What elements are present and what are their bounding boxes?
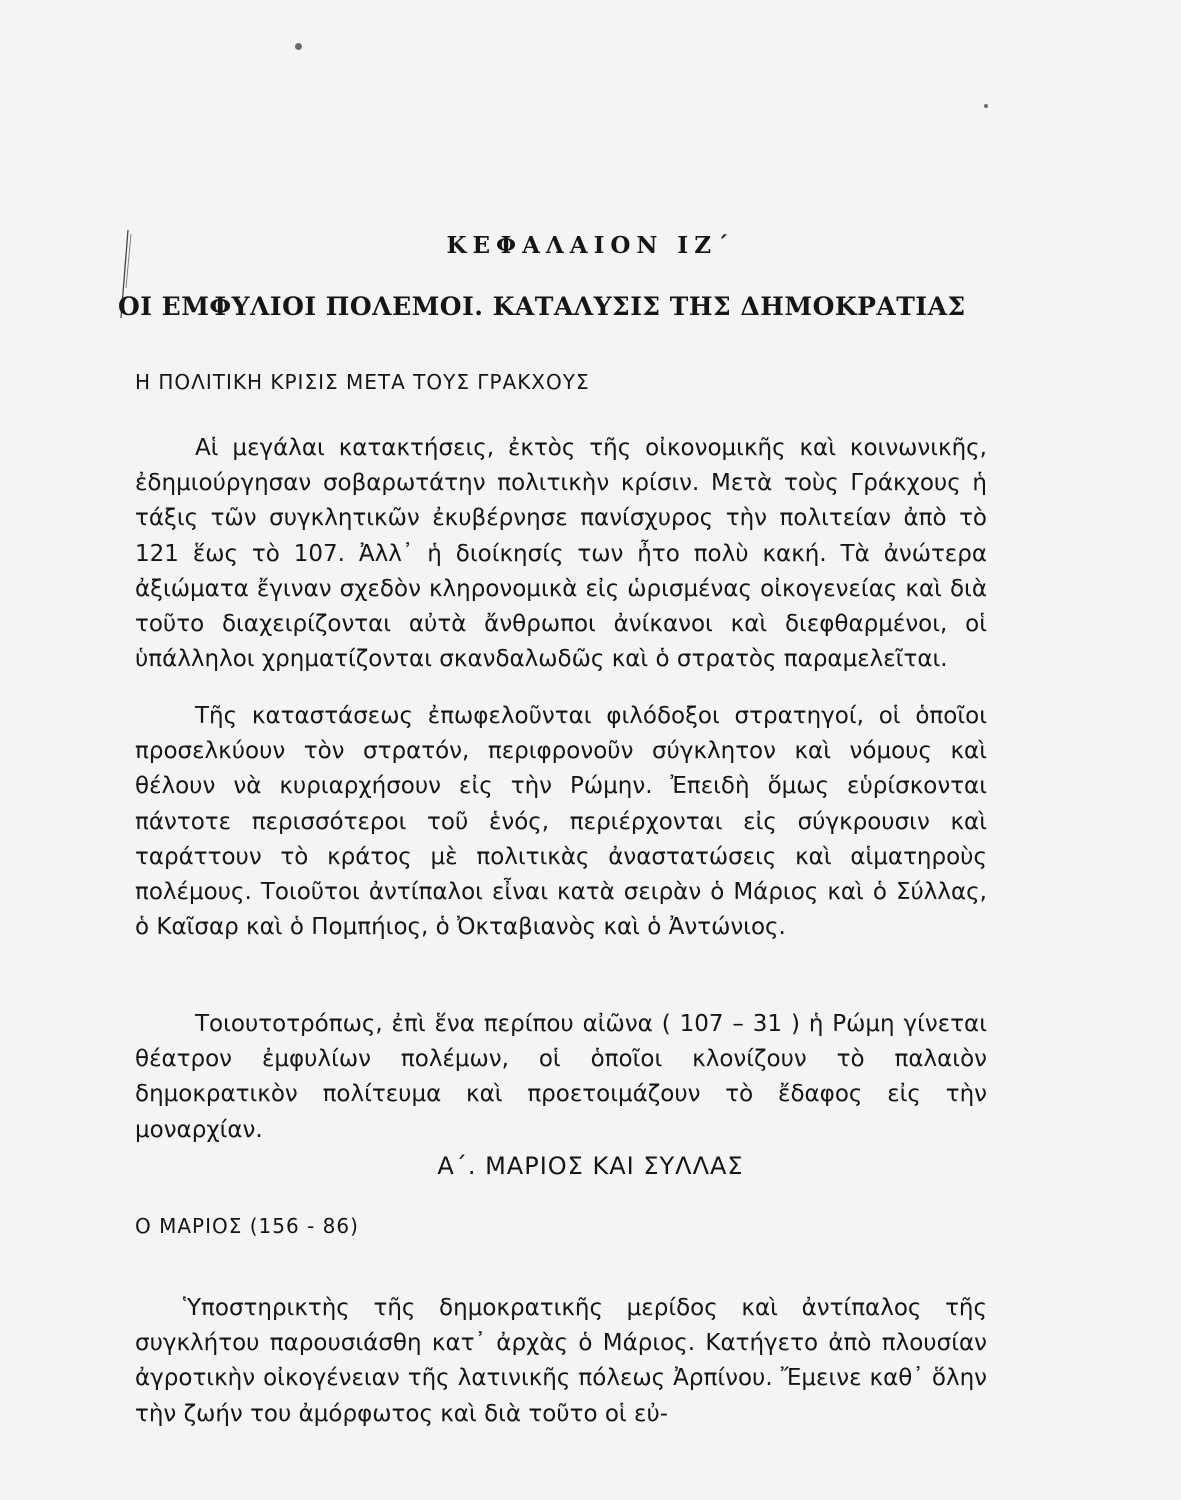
paragraph: Τῆς καταστάσεως ἐπωφελοῦνται φιλόδοξοι στρατηγοί, οἱ ὁποῖοι προσελκύουν τὸν στρατόν, περιφρονοῦν σύγκλητον καὶ νόμους καὶ θέλουν νὰ κυριαρχήσουν εἰς τὴν Ρώμην. Ἐπειδὴ ὅμως εὑρίσκονται πάντοτε περισσότεροι τοῦ ἑνός, περιέρχονται εἰς σύγκρουσιν καὶ ταράττουν τὸ κράτος μὲ πολιτικὰς ἀναστατώσεις καὶ αἱματηροὺς πολέμους. Τοιοῦτοι ἀντίπαλοι εἶναι κατὰ σειρὰν ὁ Μάριος καὶ ὁ Σύλλας, ὁ Καῖσαρ καὶ ὁ Πομπήιος, ὁ Ὀκταβιανὸς καὶ ὁ Ἀντώνιος. (135, 703, 987, 941)
scan-dot (295, 43, 302, 50)
section-heading: Η ΠΟΛΙΤΙΚΗ ΚΡΙΣΙΣ ΜΕΤΑ ΤΟΥΣ ΓΡΑΚΧΟΥΣ (135, 370, 590, 394)
chapter-title: ΟΙ ΕΜΦΥΛΙΟΙ ΠΟΛΕΜΟΙ. ΚΑΤΑΛΥΣΙΣ ΤΗΣ ΔΗΜΟΚΡΑΤΙΑΣ (118, 292, 966, 321)
subsection-subheading: Ο ΜΑΡΙΟΣ (156 - 86) (135, 1214, 359, 1238)
scan-dot (984, 104, 988, 108)
chapter-label: ΚΕΦΑΛΑΙΟΝ ΙΖ΄ (446, 232, 735, 259)
paragraph: Ὑποστηρικτὴς τῆς δημοκρατικῆς μερίδος καὶ ἀντίπαλος τῆς συγκλήτου παρουσιάσθη κατ᾽ ἀρχὰς ὁ Μάριος. Κατήγετο ἀπὸ πλουσίαν ἀγροτικὴν οἰκογένειαν τῆς λατινικῆς πόλεως Ἀρπίνου. Ἔμεινε καθ᾽ ὅλην τὴν ζωήν του ἀμόρφωτος καὶ διὰ τοῦτο οἱ εὐ- (135, 1295, 987, 1427)
paragraph: Αἱ μεγάλαι κατακτήσεις, ἐκτὸς τῆς οἰκονομικῆς καὶ κοινωνικῆς, ἐδημιούργησαν σοβαρωτάτην πολιτικὴν κρίσιν. Μετὰ τοὺς Γράκχους ἡ τάξις τῶν συγκλητικῶν ἐκυβέρνησε πανίσχυρος τὴν πολιτείαν ἀπὸ τὸ 121 ἕως τὸ 107. Ἀλλ᾽ ἡ διοίκησίς των ἦτο πολὺ κακή. Τὰ ἀνώτερα ἀξιώματα ἔγιναν σχεδὸν κληρονομικὰ εἰς ὡρισμένας οἰκογενείας καὶ διὰ τοῦτο διαχειρίζονται αὐτὰ ἄνθρωποι ἀνίκανοι καὶ διεφθαρμένοι, οἱ ὑπάλληλοι χρηματίζονται σκανδαλωδῶς καὶ ὁ στρατὸς παραμελεῖται. (135, 435, 987, 673)
subsection-heading: Α΄. ΜΑΡΙΟΣ ΚΑΙ ΣΥΛΛΑΣ (437, 1152, 744, 1180)
paragraph: Τοιουτοτρόπως, ἐπὶ ἕνα περίπου αἰῶνα ( 107 – 31 ) ἡ Ρώμη γίνεται θέατρον ἐμφυλίων πολέμων, οἱ ὁποῖοι κλονίζουν τὸ παλαιὸν δημοκρατικὸν πολίτευμα καὶ προετοιμάζουν τὸ ἔδαφος εἰς τὴν μοναρχίαν. (135, 1011, 987, 1143)
